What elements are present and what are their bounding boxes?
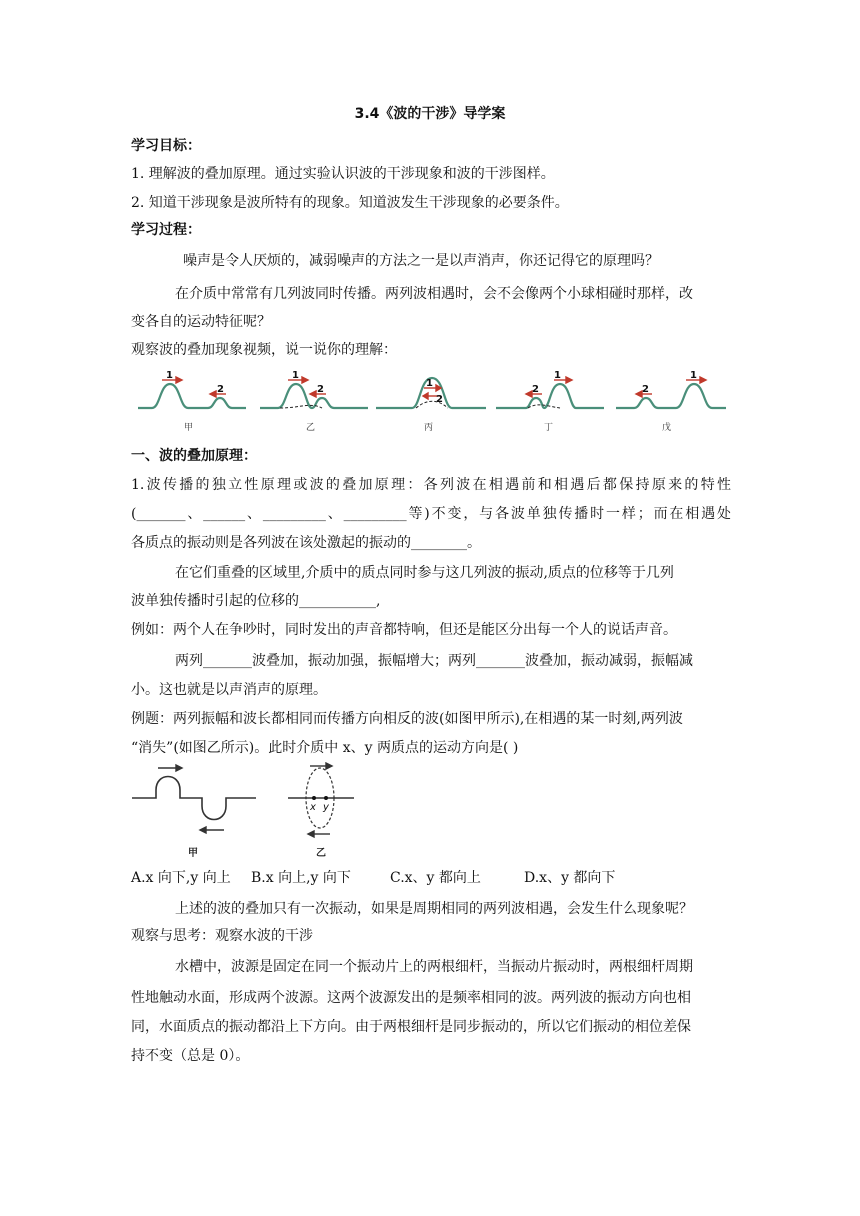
paragraph-noise: 噪声是令人厌烦的，减弱噪声的方法之一是以声消声，你还记得它的原理吗？	[183, 253, 659, 269]
figure-label-jia: 甲	[184, 423, 194, 433]
section-1-heading: 一、波的叠加原理：	[131, 448, 257, 464]
section-1-line-2: (_______、______、_________、_________等)不变，与各波单独传播时一样；而在相遇处	[131, 506, 731, 522]
wave-cancellation-figure	[130, 762, 370, 860]
paragraph-observe: 观察波的叠加现象视频，说一说你的理解：	[131, 342, 397, 358]
paragraph-medium-line-2: 变各自的运动特征呢？	[131, 314, 271, 330]
page-title: 3.4《波的干涉》导学案	[354, 106, 506, 122]
wave-number-1: 1	[426, 378, 433, 389]
wave-number-1: 1	[166, 370, 173, 381]
paragraph-tank-line-2: 性地触动水面，形成两个波源。这两个波源发出的是频率相同的波。两列波的振动方向也相	[131, 990, 691, 1006]
paragraph-tank-line-4: 持不变（总是 0）。	[131, 1048, 250, 1064]
section-1-line-7: 小。这也就是以声消声的原理。	[131, 682, 327, 698]
paragraph-tank-line-3: 同，水面质点的振动都沿上下方向。由于两根细杆是同步振动的，所以它们振动的相位差保	[131, 1019, 691, 1035]
paragraph-medium-line-1: 在介质中常常有几列波同时传播。两列波相遇时，会不会像两个小球相碰时那样，改	[175, 286, 693, 302]
figure-label-ding: 丁	[544, 423, 554, 433]
wave-number-2: 2	[532, 384, 539, 395]
problem-line-2: “消失”(如图乙所示)。此时介质中 x、y 两质点的运动方向是( )	[131, 740, 519, 756]
problem-line-1: 例题：两列振幅和波长都相同而传播方向相反的波(如图甲所示),在相遇的某一时刻,两列波	[131, 711, 683, 727]
objectives-heading: 学习目标：	[131, 138, 201, 154]
section-1-line-6: 两列_______波叠加，振动加强，振幅增大；两列_______波叠加，振动减弱，振幅减	[175, 653, 693, 669]
process-heading: 学习过程：	[131, 222, 201, 238]
point-x-label: x	[310, 802, 316, 813]
objective-2: 2. 知道干涉现象是波所特有的现象。知道波发生干涉现象的必要条件。	[131, 195, 569, 211]
section-1-line-5: 波单独传播时引起的位移的___________,	[131, 593, 381, 609]
wave-number-2: 2	[642, 384, 649, 395]
wave-number-2: 2	[317, 384, 324, 395]
figure-label-yi: 乙	[306, 423, 316, 433]
wave-number-1: 1	[292, 370, 299, 381]
paragraph-tank-line-1: 水槽中，波源是固定在同一个振动片上的两根细杆，当振动片振动时，两根细杆周期	[175, 959, 693, 975]
figure-label-yi: 乙	[316, 848, 326, 859]
example-line: 例如：两个人在争吵时，同时发出的声音都特响，但还是能区分出每一个人的说话声音。	[131, 622, 677, 638]
figure-label-bing: 丙	[424, 423, 434, 433]
option-a: A.x 向下,y 向上	[131, 870, 231, 886]
superposition-figure	[130, 370, 740, 434]
section-1-line-4: 在它们重叠的区域里,介质中的质点同时参与这几列波的振动,质点的位移等于几列	[175, 565, 674, 581]
objective-1: 1. 理解波的叠加原理。通过实验认识波的干涉现象和波的干涉图样。	[131, 166, 555, 182]
option-d: D.x、y 都向下	[524, 870, 616, 886]
point-y-label: y	[323, 802, 329, 813]
section-1-line-3: 各质点的振动则是各列波在该处激起的振动的________。	[131, 535, 481, 551]
option-c: C.x、y 都向上	[390, 870, 481, 886]
wave-number-1: 1	[690, 370, 697, 381]
section-1-line-1: 1.波传播的独立性原理或波的叠加原理：各列波在相遇前和相遇后都保持原来的特性	[131, 477, 731, 493]
paragraph-periodic: 上述的波的叠加只有一次振动，如果是周期相同的两列波相遇，会发生什么现象呢？	[175, 901, 693, 917]
option-b: B.x 向上,y 向下	[251, 870, 351, 886]
wave-number-2: 2	[217, 384, 224, 395]
figure-label-wu: 戊	[662, 423, 672, 433]
wave-number-2: 2	[436, 394, 443, 405]
wave-number-1: 1	[554, 370, 561, 381]
paragraph-think: 观察与思考：观察水波的干涉	[131, 928, 313, 944]
figure-label-jia: 甲	[188, 848, 198, 859]
